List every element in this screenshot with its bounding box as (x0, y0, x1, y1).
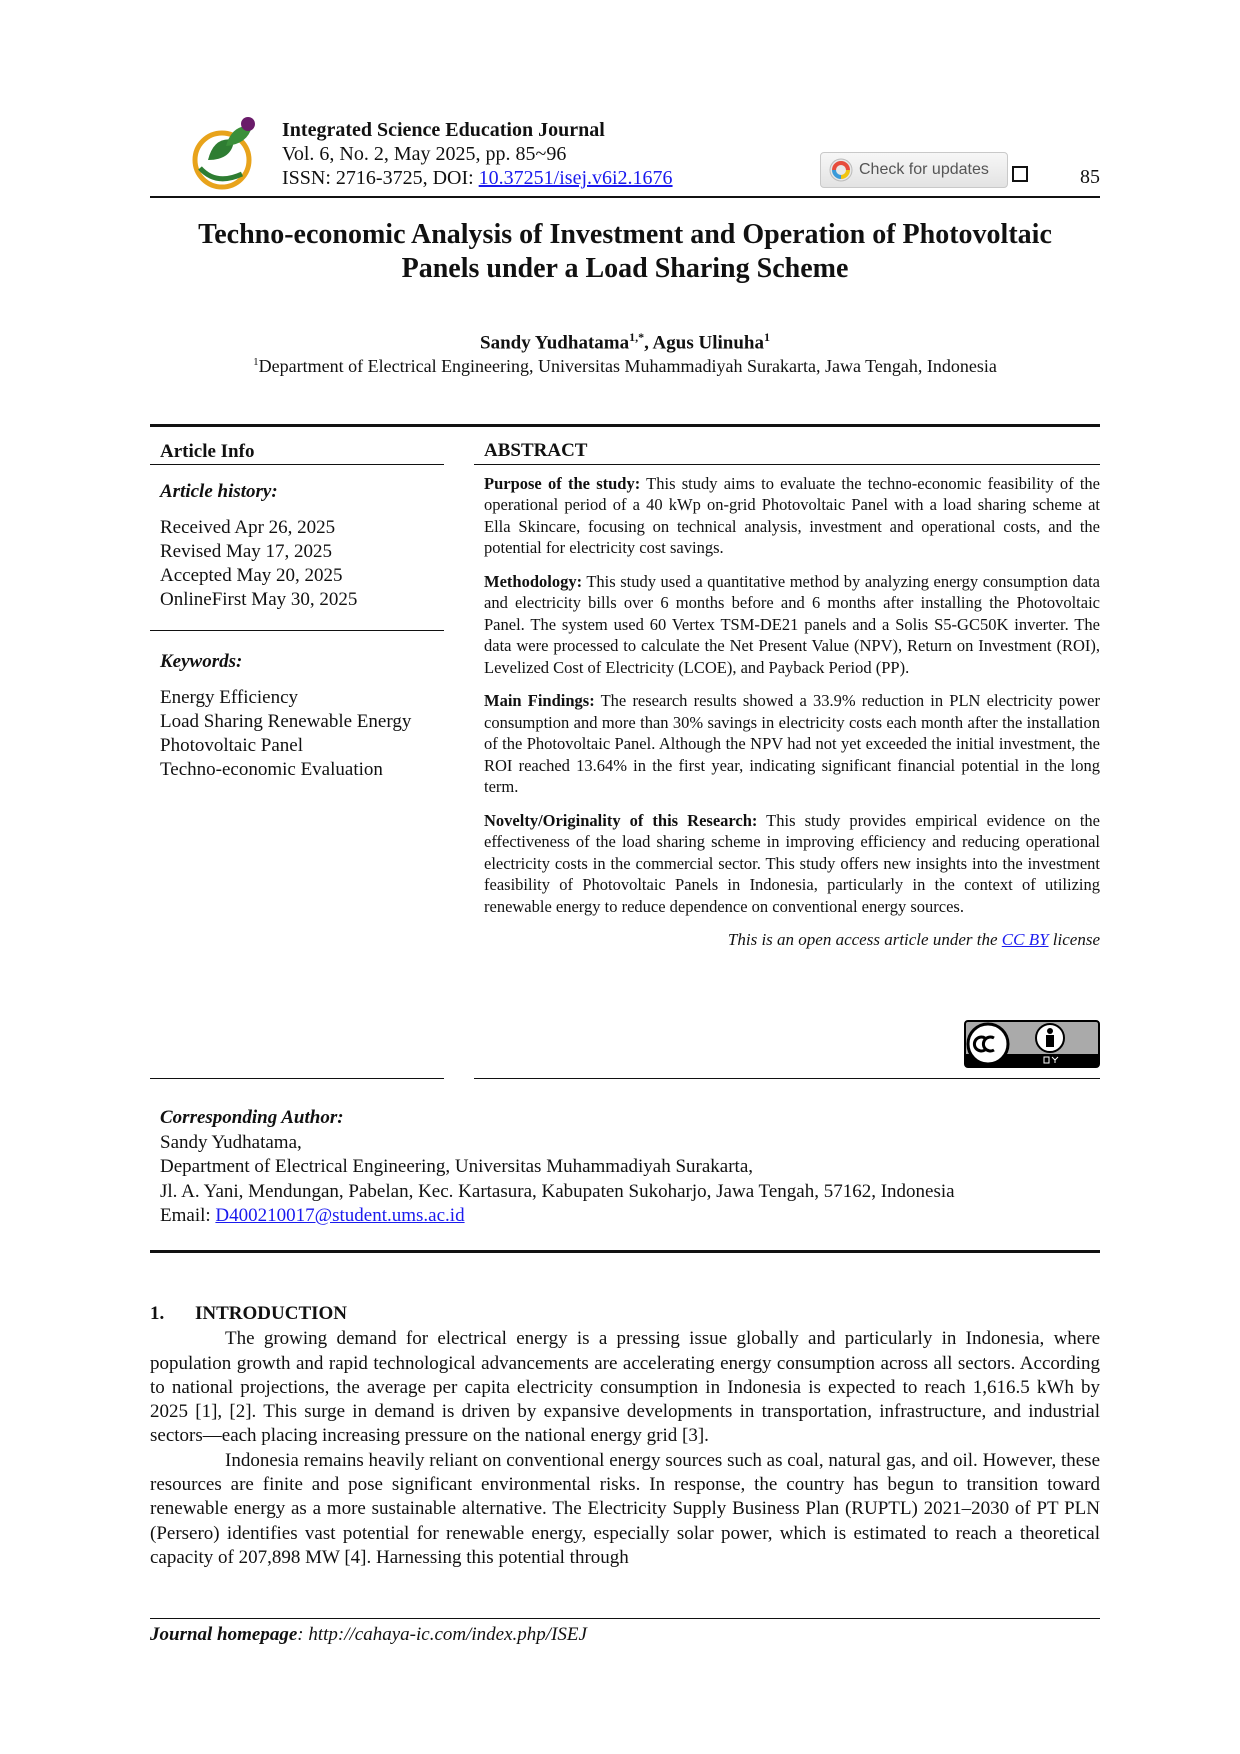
abstract-heading: ABSTRACT (484, 440, 588, 461)
keyword-item: Techno-economic Evaluation (160, 759, 383, 780)
keyword-item: Energy Efficiency (160, 687, 299, 708)
intro-paragraph-2: Indonesia remains heavily reliant on conventional energy sources such as coal, natural gas, and oil. However, these resources are finite and pose significant environmental risks. In response, the country has begun to transition toward renewable energy as a more sustainable alternative. The Electricity Supply Business Plan (RUPTL) 2021–2030 of PT PLN (Persero) identifies vast potential for renewable energy, especially solar power, which is estimated to reach a theoretical capacity of 207,898 MW [4]. Harnessing this potential through (150, 1449, 1100, 1568)
issn-line (282, 166, 673, 190)
history-item: Received Apr 26, 2025 (160, 517, 336, 538)
corresponding-bottom-rule (150, 1250, 1100, 1253)
article-info-heading: Article Info (160, 441, 255, 462)
footer-divider (150, 1618, 1100, 1619)
author-2: Agus Ulinuha (652, 332, 764, 354)
issn-prefix: ISSN: 2716-3725, DOI: (282, 167, 479, 189)
doi-link[interactable]: 10.37251/isej.v6i2.1676 (478, 167, 673, 189)
corresponding-email (160, 1204, 1100, 1229)
right-bottom-rule (474, 1078, 1100, 1079)
footer-url[interactable]: : http://cahaya-ic.com/index.php/ISEJ (297, 1624, 587, 1645)
authors (150, 330, 1100, 354)
author-1: Sandy Yudhatama (480, 332, 630, 354)
introduction-section (150, 1302, 1100, 1570)
check-for-updates-button[interactable] (820, 152, 1008, 188)
email-link[interactable]: D400210017@student.ums.ac.id (215, 1205, 465, 1226)
email-label: Email: (160, 1205, 216, 1226)
info-top-rule (150, 424, 1100, 427)
journal-info (282, 118, 673, 190)
paper-title (150, 218, 1100, 286)
journal-header (186, 110, 1100, 200)
license-prefix: This is an open access article under the (727, 930, 1002, 949)
history-item: OnlineFirst May 30, 2025 (160, 589, 358, 610)
corresponding-heading: Corresponding Author: (160, 1107, 344, 1128)
keywords-heading: Keywords: (160, 651, 243, 672)
title-line-2: Panels under a Load Sharing Scheme (401, 253, 849, 284)
article-info (160, 440, 440, 782)
abstract (484, 440, 1100, 951)
history-item: Accepted May 20, 2025 (160, 565, 343, 586)
header-divider (150, 196, 1100, 198)
findings-text: The research results showed a 33.9% reduction in PLN electricity power consumption and more than 30% savings in electricity costs each month after the installation of the Photovoltaic Panel. Although the NPV had not yet exceeded the initial investment, the ROI reached 13.64% in the first year, indicating significant financial potential in the long term. (484, 691, 1101, 796)
affiliation-text: Department of Electrical Engineering, Universitas Muhammadiyah Surakarta, Jawa Tengah, Indonesia (258, 356, 997, 376)
novelty-text: This study provides empirical evidence on the effectiveness of the load sharing scheme in improving efficiency and reducing operational electricity costs in the commercial sector. This study offers new insights into the investment feasibility of Photovoltaic Panels in Indonesia, particularly in the context of utilizing renewable energy to reduce dependence on conventional energy sources. (484, 810, 1101, 916)
journal-name: Integrated Science Education Journal (282, 119, 605, 141)
history-heading: Article history: (160, 481, 278, 502)
title-line-1: Techno-economic Analysis of Investment and Operation of Photovoltaic (198, 219, 1052, 250)
intro-paragraph-1: The growing demand for electrical energy is a pressing issue globally and particularly in Indonesia, where population growth and rapid technological advancements are accelerating energy consumption across all sectors. According to national projections, the average per capita electricity consumption in Indonesia is expected to reach 1,616.5 kWh by 2025 [1], [2]. This surge in demand is driven by expansive developments in transportation, infrastructure, and industrial sectors—each placing increasing pressure on the national energy grid [3]. (150, 1328, 1100, 1447)
footer-label: Journal homepage (150, 1624, 298, 1645)
left-bottom-rule (150, 1078, 444, 1079)
section-title: INTRODUCTION (195, 1303, 348, 1324)
section-heading (150, 1302, 1100, 1326)
author-2-affil-mark: 1 (763, 330, 770, 344)
keywords-list (160, 686, 440, 782)
keyword-item: Load Sharing Renewable Energy (160, 711, 412, 732)
corresponding-address: Jl. A. Yani, Mendungan, Pabelan, Kec. Kartasura, Kabupaten Sukoharjo, Jawa Tengah, 57162, Indonesia (160, 1180, 955, 1202)
checkbox-square-icon (1012, 166, 1028, 182)
corresponding-author (160, 1106, 1100, 1229)
affiliation (150, 356, 1100, 377)
corresponding-name: Sandy Yudhatama, (160, 1131, 302, 1153)
corresponding-dept: Department of Electrical Engineering, Universitas Muhammadiyah Surakarta, (160, 1156, 754, 1177)
novelty-label: Novelty/Originality of this Research: (484, 810, 758, 830)
findings-label: Main Findings: (484, 691, 595, 710)
abstract-findings (484, 690, 1100, 798)
abstract-purpose (484, 473, 1100, 559)
volume-line: Vol. 6, No. 2, May 2025, pp. 85~96 (282, 143, 567, 165)
abstract-methodology (484, 571, 1100, 679)
section-number: 1. (150, 1303, 165, 1324)
methodology-label: Methodology: (484, 571, 583, 591)
purpose-text: This study aims to evaluate the techno-economic feasibility of the operational period of a 40 kWp on-grid Photovoltaic Panel with a load sharing scheme at Ella Skincare, focusing on technical analysis, investment and operational costs, and the potential for electricity cost savings. (484, 473, 1100, 557)
journal-footer (150, 1624, 587, 1646)
cc-by-badge-icon[interactable] (964, 1020, 1100, 1068)
license-note (484, 929, 1100, 951)
license-suffix: license (1048, 930, 1100, 949)
methodology-text: This study used a quantitative method by analyzing energy consumption data and electricity bills over 6 months before and 6 months after installing the Photovoltaic Panel. The system used 60 Vertex TSM-DE21 panels and a Solis S5-GC50K inverter. The data were processed to calculate the Net Present Value (NPV), Return on Investment (ROI), Levelized Cost of Electricity (LCOE), and Payback Period (PP). (484, 571, 1100, 677)
history-item: Revised May 17, 2025 (160, 541, 333, 562)
purpose-label: Purpose of the study: (484, 473, 641, 493)
check-updates-label: Check for updates (859, 161, 989, 178)
author-separator: , (644, 332, 653, 354)
crossmark-icon (829, 158, 853, 182)
abstract-novelty (484, 810, 1100, 918)
cc-by-link[interactable]: CC BY (1001, 930, 1049, 949)
keyword-item: Photovoltaic Panel (160, 735, 304, 756)
journal-logo-icon (186, 116, 262, 192)
page-number: 85 (1080, 166, 1100, 188)
author-1-affil-mark: 1,* (629, 330, 645, 344)
history-list (160, 516, 440, 612)
affiliation-mark: 1 (253, 356, 259, 368)
